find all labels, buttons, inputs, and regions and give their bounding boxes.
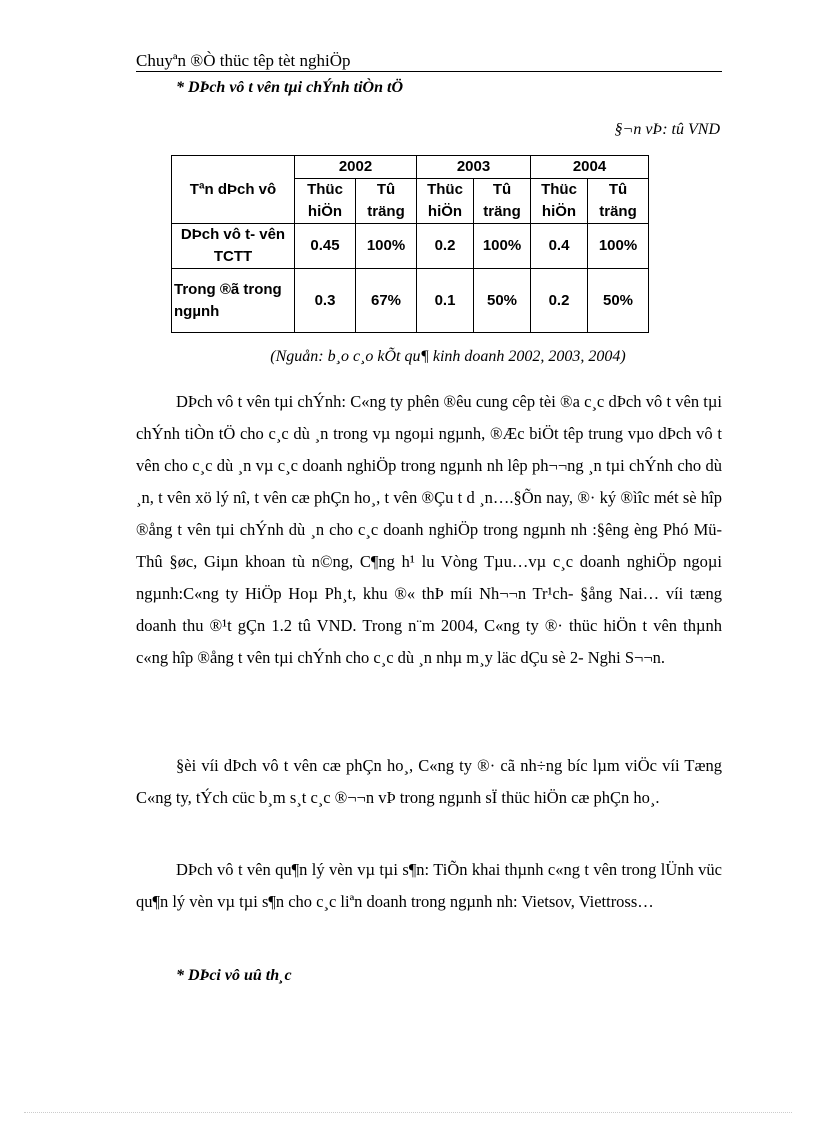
section-title-trust-service: * DÞci vô uû th¸c [176, 967, 292, 984]
table-cell: 0.3 [295, 269, 356, 333]
table-year-header: 2004 [531, 156, 649, 179]
table-row-label: DÞch vô t- vên TCTT [172, 224, 295, 269]
table-subheader: Tû träng [356, 179, 417, 224]
paragraph-text: §èi víi dÞch vô t vên cæ phÇn ho¸, C«ng ty ®· cã nh÷ng bíc lµm viÖc víi Tæng C«ng ty, tÝch cüc b¸m s¸t c¸c ®¬¬n vÞ trong ngµnh sÏ thüc hiÖn cæ phÇn ho¸. [136, 756, 722, 807]
table-cell: 100% [588, 224, 649, 269]
table-cell: 0.2 [531, 269, 588, 333]
paragraph-text: DÞch vô t vên qu¶n lý vèn vµ tµi s¶n: TiÕn khai thµnh c«ng t vên trong lÜnh vüc qu¶n lý vèn vµ tµi s¶n cho c¸c liªn doanh trong ngµnh nh: Vietsov, Viettross… [136, 860, 722, 911]
page-bottom-border [24, 1112, 792, 1113]
table-year-header: 2003 [417, 156, 531, 179]
table-subheader: Thüc hiÖn [417, 179, 474, 224]
table-year-header: 2002 [295, 156, 417, 179]
table-cell: 0.4 [531, 224, 588, 269]
table-row [172, 224, 649, 269]
table-cell: 67% [356, 269, 417, 333]
table-subheader: Thüc hiÖn [295, 179, 356, 224]
table-cell: 50% [588, 269, 649, 333]
table-row [172, 269, 649, 333]
table-source-note: (Nguån: b¸o c¸o kÕt qu¶ kinh doanh 2002, 2003, 2004) [270, 348, 626, 365]
section-title-financial-advisory: * DÞch vô t vên tµi chÝnh tiÒn tÖ [176, 79, 403, 96]
table-cell: 0.1 [417, 269, 474, 333]
paragraph-text: DÞch vô t vên tµi chÝnh: C«ng ty phên ®êu cung cêp tèi ®a c¸c dÞch vô t vên tµi chÝnh tiÒn tÖ cho c¸c dù ¸n trong vµ ngoµi ngµnh, ®Æc biÖt têp trung vµo dÞch vô t vên cho c¸c dù ¸n vµ c¸c doanh nghiÖp trong ngµnh nh lêp ph¬¬ng ¸n tµi chÝnh cho dù ¸n, t vên xö lý nî, t vên cæ phÇn ho¸, t vên ®Çu t d ¸n….§Õn nay, ®· ký ®ìîc mét sè hîp ®ång t vên tµi chÝnh dù ¸n cho c¸c doanh nghiÖp trong ngµnh nh :§êng èng Phó Mü- Thû §øc, Giµn khoan tù n©ng, C¶ng h¹ lu Vòng Tµu…vµ c¸c doanh nghiÖp ngoµi ngµnh:C«ng ty HiÖp Hoµ Ph¸t, khu ®« thÞ míi Nh¬¬n Tr¹ch- §ång Nai… víi tæng doanh thu ®¹t gÇn 1.2 tû VND. Trong n¨m 2004, C«ng ty ®· thüc hiÖn t vên thµnh c«ng hîp ®ång t vên tµi chÝnh cho c¸c dù ¸n nhµ m¸y läc dÇu sè 2- Nghi S¬¬n. [136, 392, 722, 667]
table-cell: 0.2 [417, 224, 474, 269]
table-subheader: Tû träng [588, 179, 649, 224]
paragraph [136, 386, 722, 674]
table-cell: 100% [474, 224, 531, 269]
table-subheader: Thüc hiÖn [531, 179, 588, 224]
paragraph [136, 750, 722, 814]
service-table [171, 155, 649, 333]
page-header: Chuyªn ®Ò thüc têp tèt nghiÖp [136, 50, 722, 72]
table-cell: 100% [356, 224, 417, 269]
table-subheader: Tû träng [474, 179, 531, 224]
paragraph [136, 854, 722, 918]
table-cell: 50% [474, 269, 531, 333]
unit-label: §¬n vÞ: tû VND [614, 121, 720, 138]
table-header-service-name: Tªn dÞch vô [172, 156, 295, 224]
table-row-label: Trong ®ã trong ngµnh [172, 269, 295, 333]
table-cell: 0.45 [295, 224, 356, 269]
